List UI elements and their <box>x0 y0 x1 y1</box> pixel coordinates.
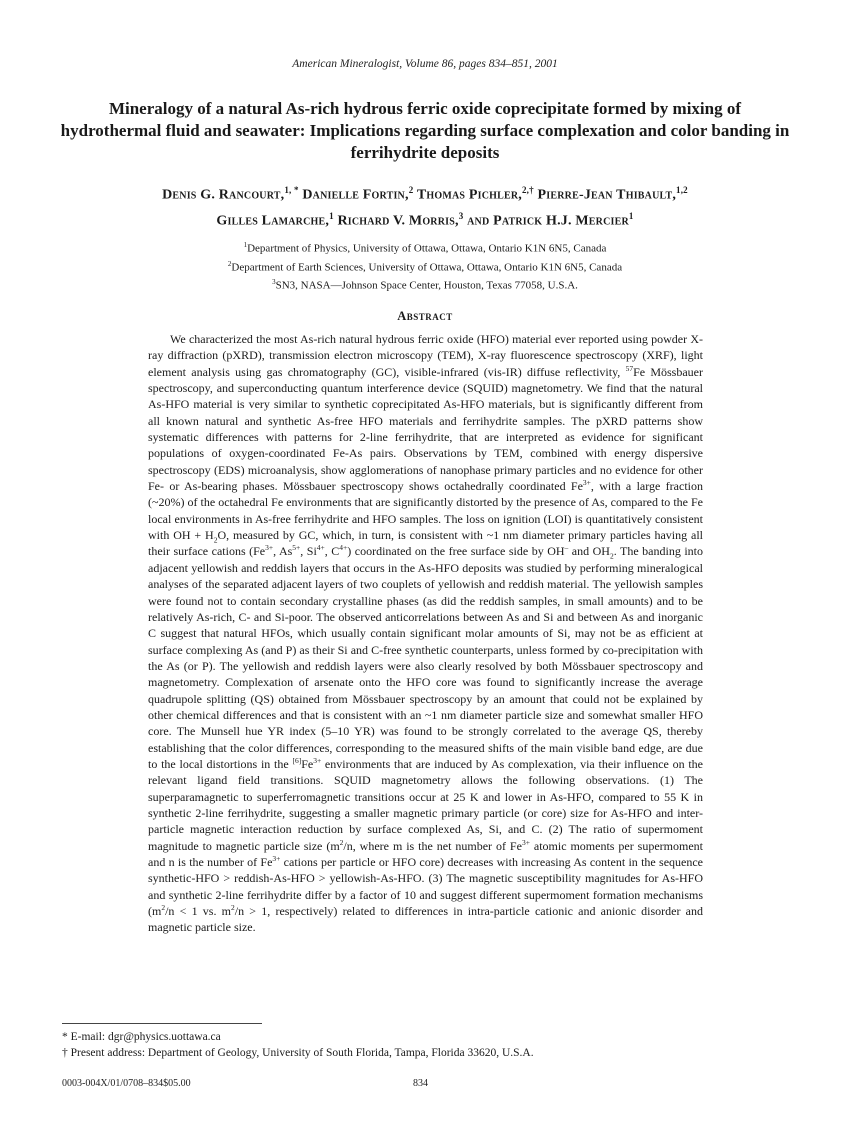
page-number: 834 <box>413 1078 428 1089</box>
superscript: 2 <box>231 903 235 913</box>
superscript: 2 <box>339 837 344 847</box>
superscript: 5+ <box>292 543 301 553</box>
affiliation-text: SN3, NASA—Johnson Space Center, Houston, Texas 77058, U.S.A. <box>275 279 578 292</box>
abstract-text: . The banding into adjacent yellowish and reddish layers that occurs in the As-HFO deposits was studied by performing mineralogical analyses of the separated adjacent layers of two couplets of yellowish and reddish material. The yellowish samples were found not to contain secondary crystalline phases (as did the reddish samples, in small amounts) and to be relatively As-rich, C- and Si-poor. The observed anticorrelations between As and Si and between As and inorganic C suggest that natural HFOs, which usually contain significant molar amounts of Si, may not be as efficient at surface complexing As (and P) as their Si and C-free synthetic counterparts, unless formed by co-precipitation with the As (or P). The yellowish and reddish layers were also clearly resolved by both Mössbauer spectroscopy and magnetometry. Complexation of arsenate onto the HFO core was found to significantly increase the average quadrupole splitting (QS) obtained from Mössbauer spectroscopy by an amount that could not be explained by other chemical differences and that is consistent with an ~1 nm diameter particle size and somewhat smaller HFO core. The Munsell hue YR index (5–10 YR) was found to be strongly correlated to the average QS, thereby establishing that the color differences, corresponding to the measured shifts of the main visible band edge, are due to the local distortions in the <box>148 544 703 771</box>
abstract-text: , with a large fraction (~20%) of the octahedral Fe environments that are significantly distorted by the presence of As, compared to the Fe local environments in As-free ferrihydrite and HFO samples. The loss on ignition (LOI) is quantitatively consistent with OH + H <box>148 479 703 543</box>
abstract-text: atomic moments per supermoment and n is the number of Fe <box>148 838 703 869</box>
affiliation <box>0 238 850 257</box>
abstract-text: cations per particle or HFO core) decreases with increasing As content in the sequence synthetic-HFO > reddish-As-HFO > yellowish-As-HFO. (3) The magnetic susceptibility magnitudes for As-HFO and synthetic 2-line ferrihydrite differ by a factor of 10 and suggest different supermoment formation mechanisms (m <box>148 855 703 919</box>
footnote-email: * E-mail: dgr@physics.uottawa.ca <box>62 1031 221 1043</box>
author-name: Thomas Pichler, <box>416 187 522 203</box>
abstract-text: , As <box>273 544 293 559</box>
author-affil-mark: 1 <box>628 210 634 221</box>
superscript: 3+ <box>265 543 274 553</box>
abstract-text: Fe Mössbauer spectroscopy, and superconducting quantum interference device (SQUID) magnetometry. We find that the natural As-HFO material is very similar to synthetic coprecipitated As-HFO materials, but is significantly different from all known natural and synthetic As-free HFO materials and ferrihydrite samples. The pXRD patterns show systematic differences with patterns for 2-line ferrihydrite, that are interpreted as evidence for significant populations of oxygen-coordinated Fe-As pairs. Observations by TEM, combined with energy dispersive spectroscopy (EDS) microanalysis, show agglomerations of nanophase primary particles and no evidence for other Fe- or As-bearing phases. Mössbauer spectroscopy shows octahedrally coordinated Fe <box>148 364 703 494</box>
abstract-text: /n, where m is the net number of Fe <box>343 838 522 853</box>
superscript: 3+ <box>272 854 281 863</box>
author-list <box>40 180 810 231</box>
author-name: Richard V. Morris, <box>337 213 459 229</box>
article-code: 0003-004X/01/0708–834$05.00 <box>62 1078 191 1089</box>
journal-citation: American Mineralogist, Volume 86, pages 834–851, 2001 <box>292 58 558 70</box>
superscript: 2 <box>161 903 166 913</box>
abstract-text: We characterized the most As-rich natural hydrous ferric oxide (HFO) material ever reported using powder X-ray diffraction (pXRD), transmission electron microscopy (TEM), X-ray fluorescence spectroscopy (XRF), light element analysis using gas chromatography (GC), visible-infrared (vis-IR) diffuse reflectivity, <box>148 332 703 379</box>
author-name: Denis G. Rancourt, <box>162 187 285 203</box>
author-name: Danielle Fortin, <box>302 187 409 203</box>
superscript: 4+ <box>339 543 348 553</box>
abstract-text: ) coordinated on the free surface side by OH <box>347 544 565 559</box>
abstract-text: /n < 1 vs. m <box>165 904 231 919</box>
abstract-text: , Si <box>300 544 317 559</box>
footnotes <box>62 1029 762 1061</box>
abstract-text: Fe <box>301 756 314 771</box>
superscript: 3+ <box>582 478 591 488</box>
article-title: Mineralogy of a natural As-rich hydrous ferric oxide coprecipitate formed by mixing of hydrothermal fluid and seawater: Implications regarding surface complexation and color banding in ferrihydrite deposits <box>60 99 790 162</box>
footnote-present-address: † Present address: Department of Geology, University of South Florida, Tampa, Florida 33620, U.S.A. <box>62 1047 534 1059</box>
affiliation-mark: 2 <box>227 259 232 268</box>
superscript: 3+ <box>313 755 322 765</box>
affiliation-list <box>0 238 850 294</box>
affiliation <box>0 257 850 276</box>
affiliation-mark: 3 <box>272 278 276 287</box>
affiliation-text: Department of Physics, University of Ottawa, Ottawa, Ontario K1N 6N5, Canada <box>247 242 607 255</box>
superscript: 3+ <box>521 837 530 847</box>
author-affil-mark: 2 <box>408 185 414 195</box>
author-affil-mark: 1, * <box>284 185 299 195</box>
abstract-text: environments that are induced by As complexation, via their influence on the relevant ligand field transitions. SQUID magnetometry allows the following observations. (1) The superparamagnetic to superferromagnetic transitions occur at 25 K and lower in As-HFO, compared to 55 K in synthetic 2-line ferrihydrite, suggesting a smaller magnetic primary particle (or core) size for As-HFO and inter-particle magnetic interaction reduction by surface complexed As, Si, and C. (2) The ratio of supermoment magnitude to magnetic particle size (m <box>148 756 704 853</box>
author-name: and Patrick H.J. Mercier <box>467 213 629 229</box>
author-affil-mark: 3 <box>458 210 464 221</box>
author-name: Gilles Lamarche, <box>216 213 330 229</box>
affiliation-text: Department of Earth Sciences, University of Ottawa, Ottawa, Ontario K1N 6N5, Canada <box>231 261 623 274</box>
footnote-divider <box>62 1023 262 1024</box>
abstract-heading: Abstract <box>397 309 453 323</box>
superscript: – <box>564 543 569 553</box>
author-affil-mark: 2,† <box>521 185 534 195</box>
subscript: 2 <box>609 551 614 561</box>
abstract-text: and OH <box>568 544 610 559</box>
abstract-text: , C <box>324 544 340 559</box>
author-name: Pierre-Jean Thibault, <box>537 187 677 203</box>
affiliation <box>0 275 850 294</box>
abstract-text: O, measured by GC, which, in turn, is consistent with ~1 nm diameter primary particles having all their surface cations (Fe <box>148 528 703 559</box>
author-affil-mark: 1 <box>329 210 334 221</box>
affiliation-mark: 1 <box>243 241 248 249</box>
abstract-text: /n > 1, respectively) related to differences in intra-particle cationic and anionic disorder and magnetic particle size. <box>148 904 704 935</box>
author-affil-mark: 1,2 <box>676 185 688 195</box>
abstract-body <box>148 331 703 936</box>
subscript: 2 <box>213 535 218 545</box>
superscript: [6] <box>292 755 302 765</box>
superscript: 4+ <box>316 543 325 553</box>
superscript: 57 <box>625 363 634 373</box>
